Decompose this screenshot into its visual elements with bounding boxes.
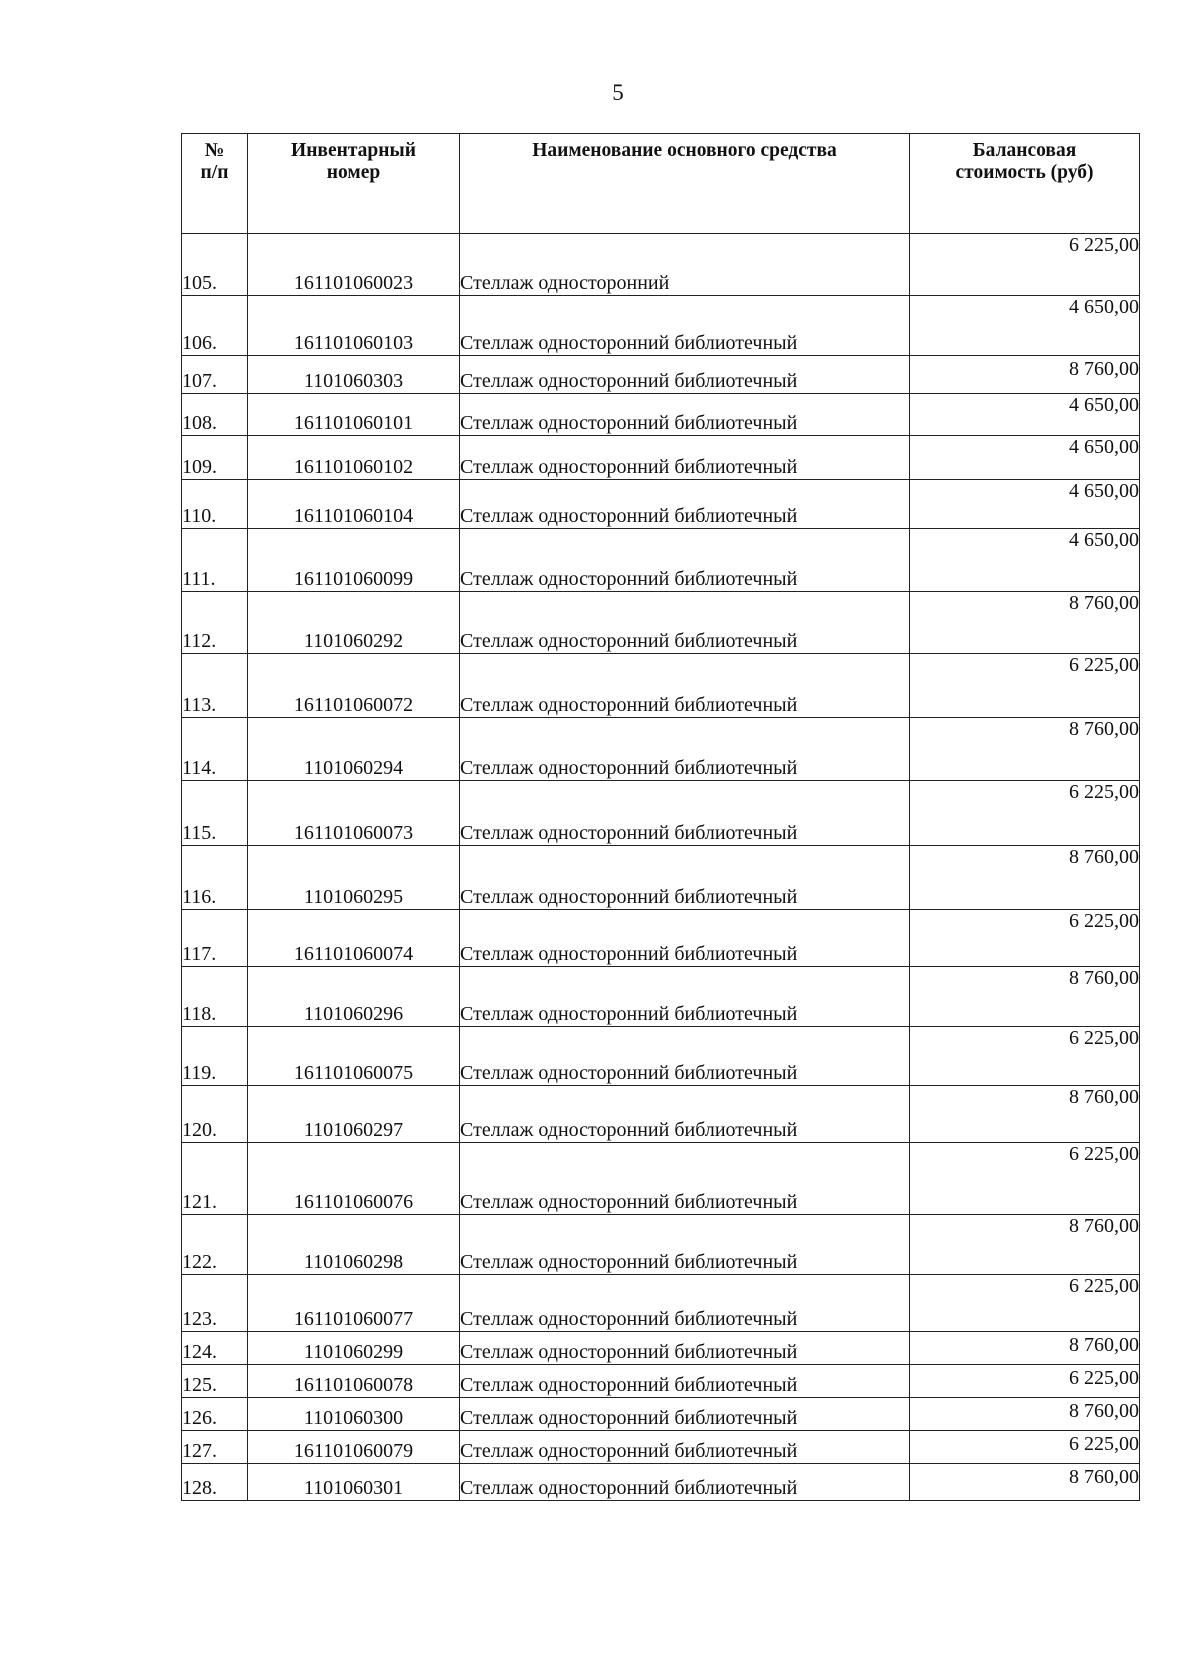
row-inventory-number: 161101060072 — [248, 654, 460, 718]
row-balance-cost: 6 225,00 — [910, 654, 1140, 718]
row-asset-name: Стеллаж односторонний библиотечный — [460, 1464, 910, 1501]
table-row — [182, 1027, 1140, 1086]
row-asset-name: Стеллаж односторонний библиотечный — [460, 1275, 910, 1332]
row-asset-name: Стеллаж односторонний библиотечный — [460, 781, 910, 846]
row-balance-cost: 8 760,00 — [910, 718, 1140, 781]
table-header-row — [182, 134, 1140, 234]
table-row — [182, 1332, 1140, 1365]
row-inventory-number: 161101060023 — [248, 234, 460, 296]
row-asset-name: Стеллаж односторонний библиотечный — [460, 846, 910, 910]
row-inventory-number: 161101060104 — [248, 480, 460, 529]
row-inventory-number: 1101060297 — [248, 1086, 460, 1143]
row-number: 125. — [182, 1365, 248, 1398]
row-number: 118. — [182, 967, 248, 1027]
row-asset-name: Стеллаж односторонний библиотечный — [460, 1365, 910, 1398]
row-number: 114. — [182, 718, 248, 781]
row-inventory-number: 1101060298 — [248, 1215, 460, 1275]
row-asset-name: Стеллаж односторонний библиотечный — [460, 529, 910, 592]
row-inventory-number: 1101060296 — [248, 967, 460, 1027]
row-inventory-number: 161101060103 — [248, 296, 460, 356]
table-row — [182, 846, 1140, 910]
row-asset-name: Стеллаж односторонний библиотечный — [460, 296, 910, 356]
row-balance-cost: 8 760,00 — [910, 967, 1140, 1027]
row-balance-cost: 8 760,00 — [910, 592, 1140, 654]
row-asset-name: Стеллаж односторонний библиотечный — [460, 1431, 910, 1464]
row-balance-cost: 8 760,00 — [910, 1215, 1140, 1275]
table-row — [182, 1431, 1140, 1464]
table-row — [182, 781, 1140, 846]
row-balance-cost: 8 760,00 — [910, 1086, 1140, 1143]
row-balance-cost: 4 650,00 — [910, 529, 1140, 592]
row-balance-cost: 4 650,00 — [910, 296, 1140, 356]
table-row — [182, 592, 1140, 654]
row-asset-name: Стеллаж односторонний библиотечный — [460, 394, 910, 436]
header-number-label: № п/п — [200, 140, 229, 184]
row-number: 110. — [182, 480, 248, 529]
row-balance-cost: 6 225,00 — [910, 1275, 1140, 1332]
row-number: 115. — [182, 781, 248, 846]
row-number: 120. — [182, 1086, 248, 1143]
row-inventory-number: 1101060299 — [248, 1332, 460, 1365]
row-asset-name: Стеллаж односторонний библиотечный — [460, 967, 910, 1027]
row-number: 116. — [182, 846, 248, 910]
row-number: 127. — [182, 1431, 248, 1464]
row-number: 121. — [182, 1143, 248, 1215]
row-inventory-number: 161101060075 — [248, 1027, 460, 1086]
table-row — [182, 1398, 1140, 1431]
row-number: 112. — [182, 592, 248, 654]
row-number: 111. — [182, 529, 248, 592]
table-row — [182, 1464, 1140, 1501]
row-inventory-number: 161101060074 — [248, 910, 460, 967]
row-balance-cost: 6 225,00 — [910, 910, 1140, 967]
row-balance-cost: 6 225,00 — [910, 1365, 1140, 1398]
table-row — [182, 1275, 1140, 1332]
row-balance-cost: 4 650,00 — [910, 394, 1140, 436]
row-number: 128. — [182, 1464, 248, 1501]
row-number: 122. — [182, 1215, 248, 1275]
row-number: 106. — [182, 296, 248, 356]
table-row — [182, 234, 1140, 296]
table-row — [182, 480, 1140, 529]
header-cost-label: Балансовая стоимость (руб) — [955, 140, 1094, 184]
assets-table — [181, 133, 1140, 1501]
row-inventory-number: 1101060303 — [248, 356, 460, 394]
row-balance-cost: 6 225,00 — [910, 1027, 1140, 1086]
row-asset-name: Стеллаж односторонний библиотечный — [460, 1332, 910, 1365]
table-row — [182, 1215, 1140, 1275]
row-asset-name: Стеллаж односторонний библиотечный — [460, 910, 910, 967]
row-asset-name: Стеллаж односторонний библиотечный — [460, 654, 910, 718]
row-number: 108. — [182, 394, 248, 436]
table-row — [182, 296, 1140, 356]
header-inventory-label: Инвентарный номер — [291, 140, 416, 184]
row-number: 119. — [182, 1027, 248, 1086]
row-inventory-number: 161101060099 — [248, 529, 460, 592]
row-inventory-number: 1101060294 — [248, 718, 460, 781]
row-inventory-number: 161101060079 — [248, 1431, 460, 1464]
row-asset-name: Стеллаж односторонний библиотечный — [460, 592, 910, 654]
row-number: 109. — [182, 436, 248, 480]
row-number: 117. — [182, 910, 248, 967]
table-row — [182, 394, 1140, 436]
row-number: 107. — [182, 356, 248, 394]
header-name-label: Наименование основного средства — [532, 140, 837, 161]
table-row — [182, 1086, 1140, 1143]
table-row — [182, 1143, 1140, 1215]
row-number: 126. — [182, 1398, 248, 1431]
row-inventory-number: 1101060292 — [248, 592, 460, 654]
table-row — [182, 1365, 1140, 1398]
row-asset-name: Стеллаж односторонний — [460, 234, 910, 296]
header-balance-cost — [910, 134, 1140, 234]
row-inventory-number: 161101060102 — [248, 436, 460, 480]
row-asset-name: Стеллаж односторонний библиотечный — [460, 356, 910, 394]
row-asset-name: Стеллаж односторонний библиотечный — [460, 1086, 910, 1143]
table-row — [182, 436, 1140, 480]
row-number: 105. — [182, 234, 248, 296]
row-balance-cost: 6 225,00 — [910, 1431, 1140, 1464]
row-number: 124. — [182, 1332, 248, 1365]
row-inventory-number: 1101060295 — [248, 846, 460, 910]
table-row — [182, 356, 1140, 394]
row-balance-cost: 8 760,00 — [910, 846, 1140, 910]
row-balance-cost: 6 225,00 — [910, 781, 1140, 846]
row-balance-cost: 4 650,00 — [910, 436, 1140, 480]
row-balance-cost: 8 760,00 — [910, 1332, 1140, 1365]
row-balance-cost: 4 650,00 — [910, 480, 1140, 529]
table-row — [182, 718, 1140, 781]
row-asset-name: Стеллаж односторонний библиотечный — [460, 436, 910, 480]
header-asset-name — [460, 134, 910, 234]
table-body — [182, 234, 1140, 1501]
row-asset-name: Стеллаж односторонний библиотечный — [460, 1398, 910, 1431]
header-inventory-number — [248, 134, 460, 234]
row-inventory-number: 1101060301 — [248, 1464, 460, 1501]
row-inventory-number: 161101060076 — [248, 1143, 460, 1215]
page-number: 5 — [612, 80, 624, 105]
row-inventory-number: 161101060073 — [248, 781, 460, 846]
row-balance-cost: 6 225,00 — [910, 1143, 1140, 1215]
row-asset-name: Стеллаж односторонний библиотечный — [460, 1143, 910, 1215]
row-inventory-number: 161101060078 — [248, 1365, 460, 1398]
row-inventory-number: 161101060077 — [248, 1275, 460, 1332]
table-row — [182, 654, 1140, 718]
table-row — [182, 910, 1140, 967]
row-number: 123. — [182, 1275, 248, 1332]
row-balance-cost: 8 760,00 — [910, 1398, 1140, 1431]
row-asset-name: Стеллаж односторонний библиотечный — [460, 718, 910, 781]
row-balance-cost: 8 760,00 — [910, 1464, 1140, 1501]
row-asset-name: Стеллаж односторонний библиотечный — [460, 1215, 910, 1275]
row-inventory-number: 161101060101 — [248, 394, 460, 436]
row-inventory-number: 1101060300 — [248, 1398, 460, 1431]
row-asset-name: Стеллаж односторонний библиотечный — [460, 480, 910, 529]
row-asset-name: Стеллаж односторонний библиотечный — [460, 1027, 910, 1086]
header-number — [182, 134, 248, 234]
row-balance-cost: 6 225,00 — [910, 234, 1140, 296]
row-balance-cost: 8 760,00 — [910, 356, 1140, 394]
table-row — [182, 967, 1140, 1027]
table-row — [182, 529, 1140, 592]
row-number: 113. — [182, 654, 248, 718]
